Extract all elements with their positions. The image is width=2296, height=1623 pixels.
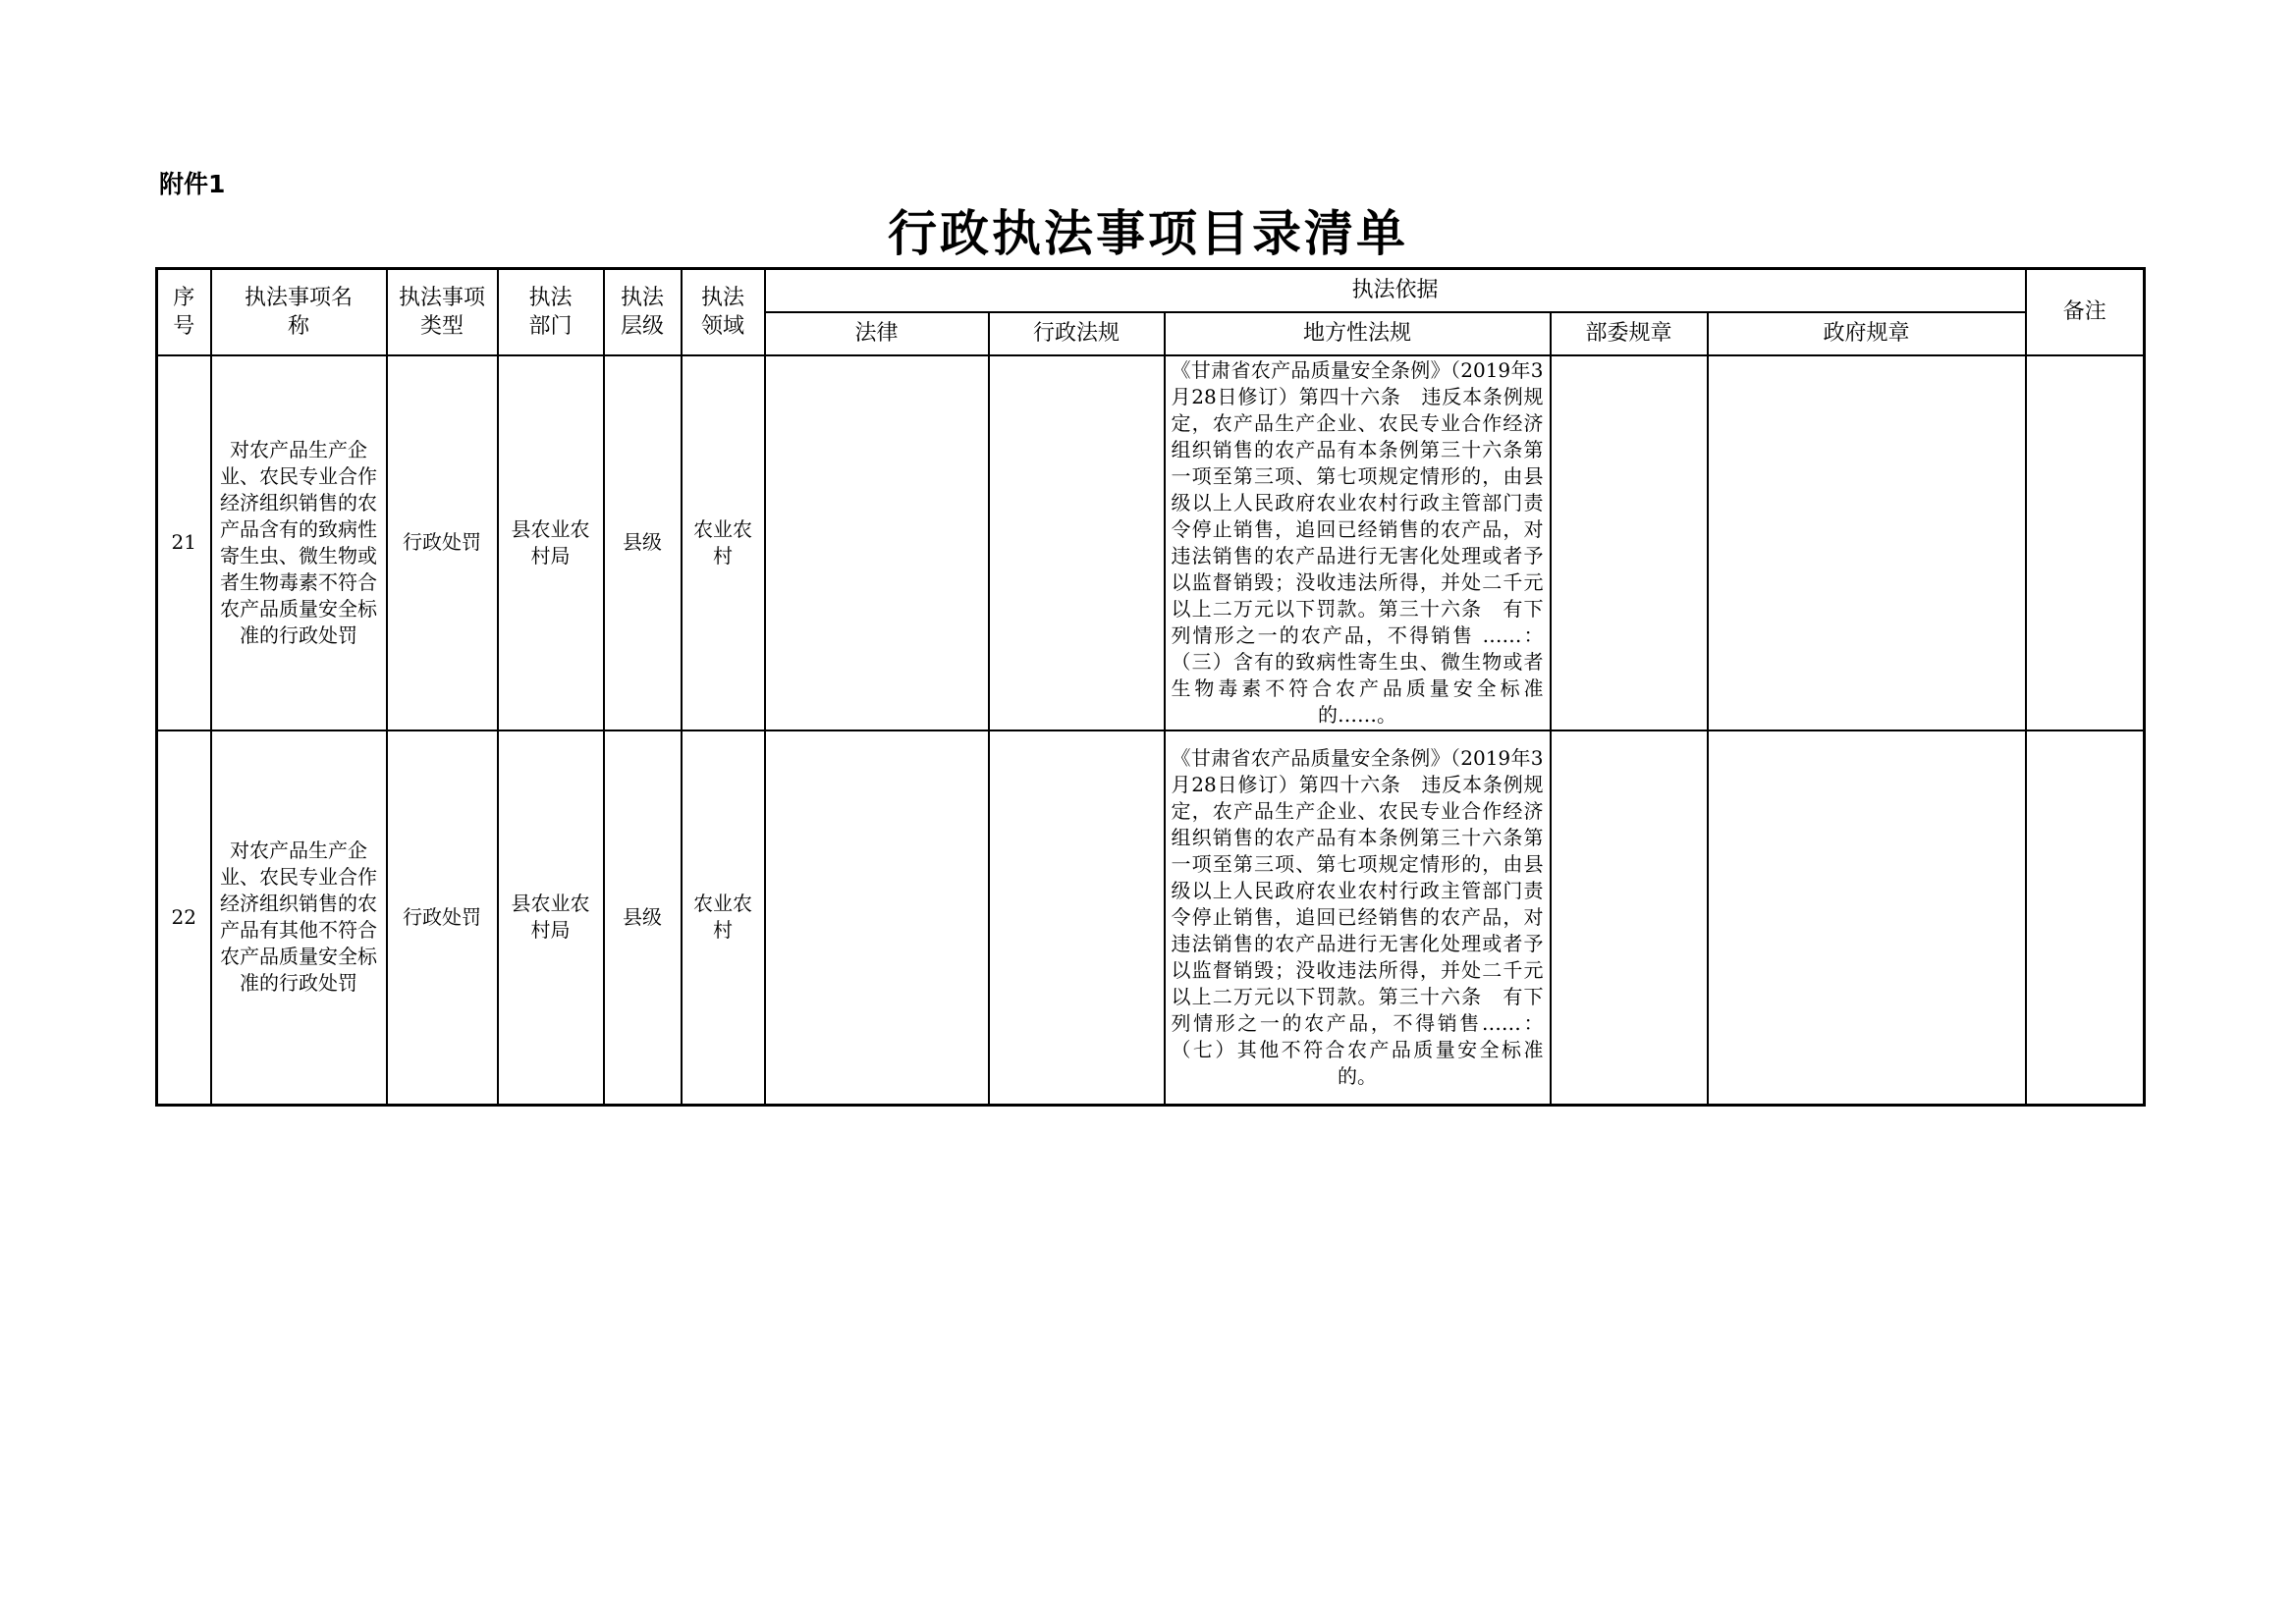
cell-item-name: 对农产品生产企业、农民专业合作经济组织销售的农产品有其他不符合农产品质量安全标准的行政处罚: [211, 730, 387, 1106]
header-admin-regulation: 行政法规: [989, 312, 1165, 355]
cell-department: 县农业农村局: [498, 730, 604, 1106]
cell-level: 县级: [604, 355, 682, 730]
header-row-top: [157, 269, 2145, 312]
cell-item-type: 行政处罚: [387, 355, 498, 730]
cell-law: [765, 730, 989, 1106]
cell-ministry-rule: [1551, 355, 1708, 730]
cell-item-type: 行政处罚: [387, 730, 498, 1106]
header-basis-group: 执法依据: [765, 269, 2026, 312]
cell-local-regulation: 《甘肃省农产品质量安全条例》（2019年3月28日修订）第四十六条 违反本条例规定，农产品生产企业、农民专业合作经济组织销售的农产品有本条例第三十六条第一项至第三项、第七项规定情形的，由县级以上人民政府农业农村行政主管部门责令停止销售，追回已经销售的农产品，对违法销售的农产品进行无害化处理或者予以监督销毁；没收违法所得，并处二千元以上二万元以下罚款。第三十六条 有下列情形之一的农产品，不得销售……：（七）其他不符合农产品质量安全标准的。: [1165, 730, 1551, 1106]
cell-government-rule: [1708, 355, 2026, 730]
header-local-regulation: 地方性法规: [1165, 312, 1551, 355]
cell-government-rule: [1708, 730, 2026, 1106]
document-title: 行政执法事项目录清单: [888, 204, 1408, 262]
cell-local-regulation: 《甘肃省农产品质量安全条例》（2019年3月28日修订）第四十六条 违反本条例规定，农产品生产企业、农民专业合作经济组织销售的农产品有本条例第三十六条第一项至第三项、第七项规定情形的，由县级以上人民政府农业农村行政主管部门责令停止销售，追回已经销售的农产品，对违法销售的农产品进行无害化处理或者予以监督销毁；没收违法所得，并处二千元以上二万元以下罚款。第三十六条 有下列情形之一的农产品，不得销售 ……：（三）含有的致病性寄生虫、微生物或者生物毒素不符合农产品质量安全标准的……。: [1165, 355, 1551, 730]
header-remarks: 备注: [2026, 269, 2145, 355]
header-government-rule: 政府规章: [1708, 312, 2026, 355]
table-row: [157, 730, 2145, 1106]
cell-admin-regulation: [989, 730, 1165, 1106]
cell-seq: 22: [157, 730, 211, 1106]
header-item-name: 执法事项名称: [211, 269, 387, 355]
cell-field: 农业农村: [682, 730, 765, 1106]
cell-seq: 21: [157, 355, 211, 730]
header-law: 法律: [765, 312, 989, 355]
cell-department: 县农业农村局: [498, 355, 604, 730]
table-row: [157, 355, 2145, 730]
cell-admin-regulation: [989, 355, 1165, 730]
attachment-label: 附件1: [159, 170, 226, 198]
cell-remarks: [2026, 730, 2145, 1106]
cell-level: 县级: [604, 730, 682, 1106]
header-item-type: 执法事项类型: [387, 269, 498, 355]
enforcement-catalog-table: [155, 267, 2146, 1107]
cell-ministry-rule: [1551, 730, 1708, 1106]
header-department: 执法部门: [498, 269, 604, 355]
header-field: 执法领域: [682, 269, 765, 355]
header-seq: 序号: [157, 269, 211, 355]
cell-item-name: 对农产品生产企业、农民专业合作经济组织销售的农产品含有的致病性寄生虫、微生物或者生物毒素不符合农产品质量安全标准的行政处罚: [211, 355, 387, 730]
header-level: 执法层级: [604, 269, 682, 355]
cell-remarks: [2026, 355, 2145, 730]
cell-field: 农业农村: [682, 355, 765, 730]
header-ministry-rule: 部委规章: [1551, 312, 1708, 355]
cell-law: [765, 355, 989, 730]
